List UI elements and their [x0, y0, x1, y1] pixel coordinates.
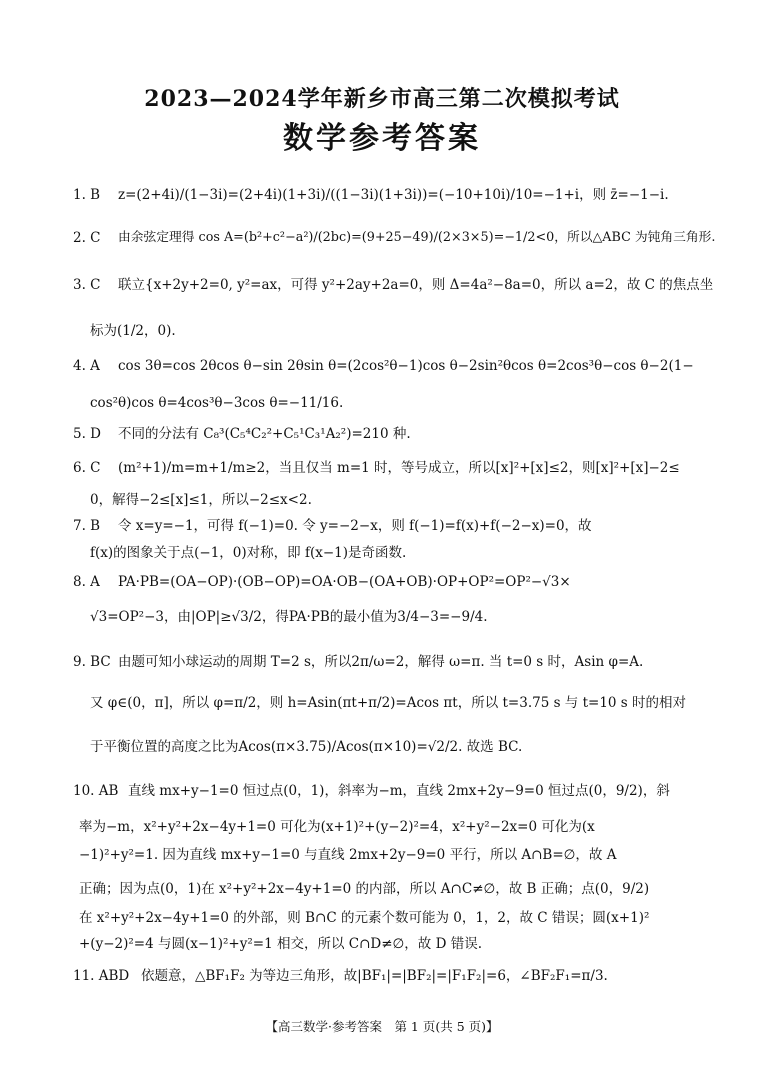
answer-text: 令 x=y=−1，可得 f(−1)=0. 令 y=−2−x，则 f(−1)=f(x)+f(−2−x)=0，故 — [118, 518, 592, 534]
answer-number: 7. B — [73, 518, 101, 534]
answer-text: 0，解得−2≤[x]≤1，所以−2≤x<2. — [90, 492, 312, 508]
answer-number: 9. BC — [73, 654, 111, 670]
exam-title: 2023—2024学年新乡市高三第二次模拟考试 — [144, 86, 620, 112]
answer-text: 联立{x+2y+2=0, y²=ax，可得 y²+2ay+2a=0，则 Δ=4a²−8a=0，所以 a=2，故 C 的焦点坐 — [118, 277, 714, 293]
answer-text: 率为−m，x²+y²+2x−4y+1=0 可化为(x+1)²+(y−2)²=4，x²+y²−2x=0 可化为(x — [79, 819, 595, 835]
answer-text: cos²θ)cos θ=4cos³θ−3cos θ=−11/16. — [90, 395, 344, 411]
answer-text: √3=OP²−3，由|OP|≥√3/2，得PA·PB的最小值为3/4−3=−9/4. — [90, 609, 488, 625]
answer-text: 直线 mx+y−1=0 恒过点(0，1)，斜率为−m，直线 2mx+2y−9=0 恒过点(0，9/2)，斜 — [128, 783, 670, 799]
answer-text: 又 φ∈(0，π]，所以 φ=π/2，则 h=Asin(πt+π/2)=Acos πt，所以 t=3.75 s 与 t=10 s 时的相对 — [90, 695, 687, 711]
answer-text: f(x)的图象关于点(−1，0)对称，即 f(x−1)是奇函数. — [90, 545, 407, 561]
answer-number: 10. AB — [73, 783, 119, 799]
answer-text: z=(2+4i)/(1−3i)=(2+4i)(1+3i)/((1−3i)(1+3i))=(−10+10i)/10=−1+i，则 z̄=−1−i. — [118, 187, 669, 203]
answer-number: 3. C — [73, 277, 101, 293]
answer-number: 2. C — [73, 230, 101, 246]
answer-text: 由余弦定理得 cos A=(b²+c²−a²)/(2bc)=(9+25−49)/(2×3×5)=−1/2<0，所以△ABC 为钝角三角形. — [118, 230, 716, 245]
answer-number: 5. D — [73, 426, 101, 442]
answer-text: (m²+1)/m=m+1/m≥2，当且仅当 m=1 时，等号成立，所以[x]²+[x]≤2，则[x]²+[x]−2≤ — [118, 460, 680, 476]
answer-text: 标为(1/2，0). — [90, 323, 176, 339]
answer-number: 1. B — [73, 187, 101, 203]
answer-text: 在 x²+y²+2x−4y+1=0 的外部，则 B∩C 的元素个数可能为 0，1，2，故 C 错误；圆(x+1)² — [79, 910, 650, 926]
answer-text: −1)²+y²=1. 因为直线 mx+y−1=0 与直线 2mx+2y−9=0 平行，所以 A∩B=∅，故 A — [79, 847, 617, 863]
answer-text: 不同的分法有 C₈³(C₅⁴C₂²+C₅¹C₃¹A₂²)=210 种. — [118, 426, 411, 442]
answer-text: 正确；因为点(0，1)在 x²+y²+2x−4y+1=0 的内部，所以 A∩C≠∅，故 B 正确；点(0，9/2) — [79, 881, 650, 897]
page-footer: 【高三数学·参考答案 第 1 页(共 5 页)】 — [265, 1019, 499, 1034]
answer-text: +(y−2)²=4 与圆(x−1)²+y²=1 相交，所以 C∩D≠∅，故 D 错误. — [79, 936, 483, 952]
answer-text: 由题可知小球运动的周期 T=2 s，所以2π/ω=2，解得 ω=π. 当 t=0 s 时，Asin φ=A. — [118, 654, 644, 670]
answer-text: 依题意，△BF₁F₂ 为等边三角形，故|BF₁|=|BF₂|=|F₁F₂|=6，∠BF₂F₁=π/3. — [141, 968, 608, 984]
answer-text: 于平衡位置的高度之比为Acos(π×3.75)/Acos(π×10)=√2/2. 故选 BC. — [90, 739, 523, 755]
answer-text: cos 3θ=cos 2θcos θ−sin 2θsin θ=(2cos²θ−1)cos θ−2sin²θcos θ=2cos³θ−cos θ−2(1− — [118, 358, 694, 374]
answer-number: 8. A — [73, 574, 100, 590]
answer-number: 4. A — [73, 358, 100, 374]
answer-heading: 数学参考答案 — [283, 121, 481, 156]
answer-number: 6. C — [73, 460, 101, 476]
answer-text: PA·PB=(OA−OP)·(OB−OP)=OA·OB−(OA+OB)·OP+OP²=OP²−√3× — [118, 574, 571, 590]
answer-number: 11. ABD — [73, 968, 130, 984]
